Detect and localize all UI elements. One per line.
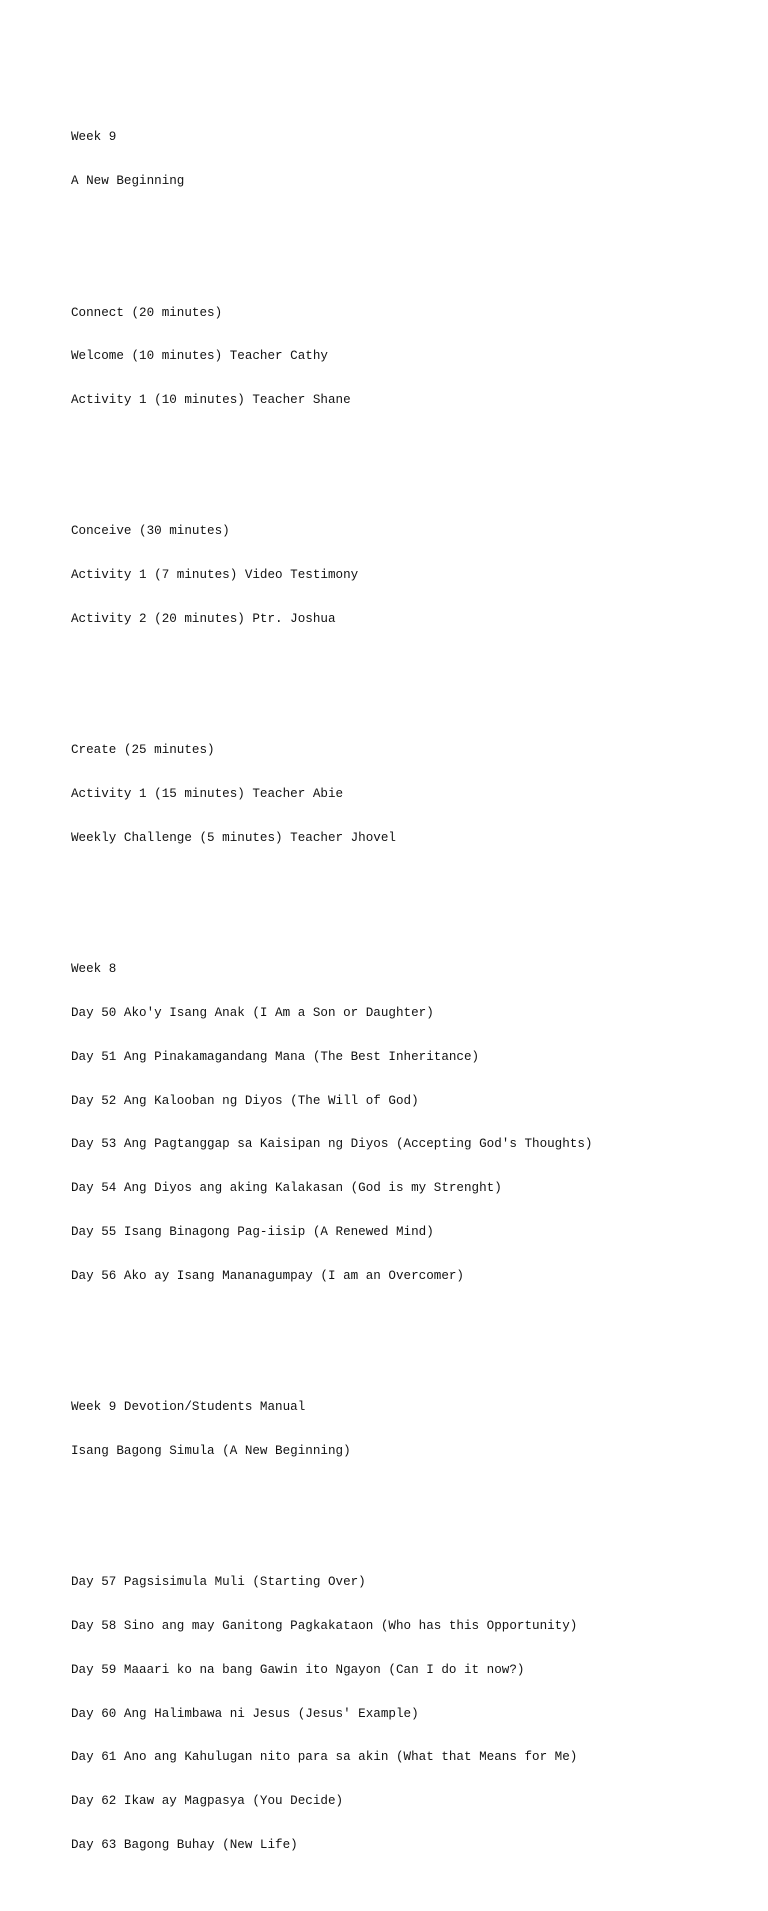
week-9-devotion-list (71, 1546, 748, 1882)
list-item: Day 62 Ikaw ay Magpasya (You Decide) (71, 1794, 344, 1809)
week-heading: Week 9 (71, 130, 117, 145)
list-item: Day 55 Isang Binagong Pag-iisip (A Renewed Mind) (71, 1224, 434, 1239)
list-item: Day 56 Ako ay Isang Mananagumpay (I am an Overcomer) (71, 1268, 464, 1283)
schedule-line: Activity 1 (7 minutes) Video Testimony (71, 568, 359, 583)
section-heading: Connect (20 minutes) (71, 305, 223, 320)
manual-title: Week 9 Devotion/Students Manual (71, 1400, 306, 1415)
connect-section (71, 276, 748, 437)
list-item: Day 57 Pagsisimula Muli (Starting Over) (71, 1575, 366, 1590)
list-heading: Week 8 (71, 962, 117, 977)
week-8-devotion-list (71, 933, 748, 1312)
schedule-line: Activity 2 (20 minutes) Ptr. Joshua (71, 611, 336, 626)
week-title-block (71, 101, 748, 218)
schedule-line: Welcome (10 minutes) Teacher Cathy (71, 349, 328, 364)
list-item: Day 58 Sino ang may Ganitong Pagkakataon (Who has this Opportunity) (71, 1618, 578, 1633)
document-page (71, 72, 748, 1911)
create-section (71, 714, 748, 875)
list-item: Day 51 Ang Pinakamagandang Mana (The Best Inheritance) (71, 1049, 480, 1064)
lesson-title: A New Beginning (71, 174, 185, 189)
schedule-line: Activity 1 (15 minutes) Teacher Abie (71, 787, 344, 802)
conceive-section (71, 495, 748, 656)
week-9-manual-heading (71, 1371, 748, 1488)
manual-subtitle: Isang Bagong Simula (A New Beginning) (71, 1443, 351, 1458)
list-item: Day 60 Ang Halimbawa ni Jesus (Jesus' Example) (71, 1706, 419, 1721)
section-heading: Create (25 minutes) (71, 743, 215, 758)
schedule-line: Activity 1 (10 minutes) Teacher Shane (71, 393, 351, 408)
list-item: Day 63 Bagong Buhay (New Life) (71, 1837, 298, 1852)
list-item: Day 59 Maaari ko na bang Gawin ito Ngayon (Can I do it now?) (71, 1662, 525, 1677)
list-item: Day 50 Ako'y Isang Anak (I Am a Son or Daughter) (71, 1006, 434, 1020)
list-item: Day 52 Ang Kalooban ng Diyos (The Will of God) (71, 1093, 419, 1108)
list-item: Day 53 Ang Pagtanggap sa Kaisipan ng Diyos (Accepting God's Thoughts) (71, 1137, 593, 1152)
schedule-line: Weekly Challenge (5 minutes) Teacher Jhovel (71, 830, 396, 845)
section-heading: Conceive (30 minutes) (71, 524, 230, 539)
list-item: Day 54 Ang Diyos ang aking Kalakasan (God is my Strenght) (71, 1181, 502, 1196)
list-item: Day 61 Ano ang Kahulugan nito para sa akin (What that Means for Me) (71, 1750, 578, 1765)
